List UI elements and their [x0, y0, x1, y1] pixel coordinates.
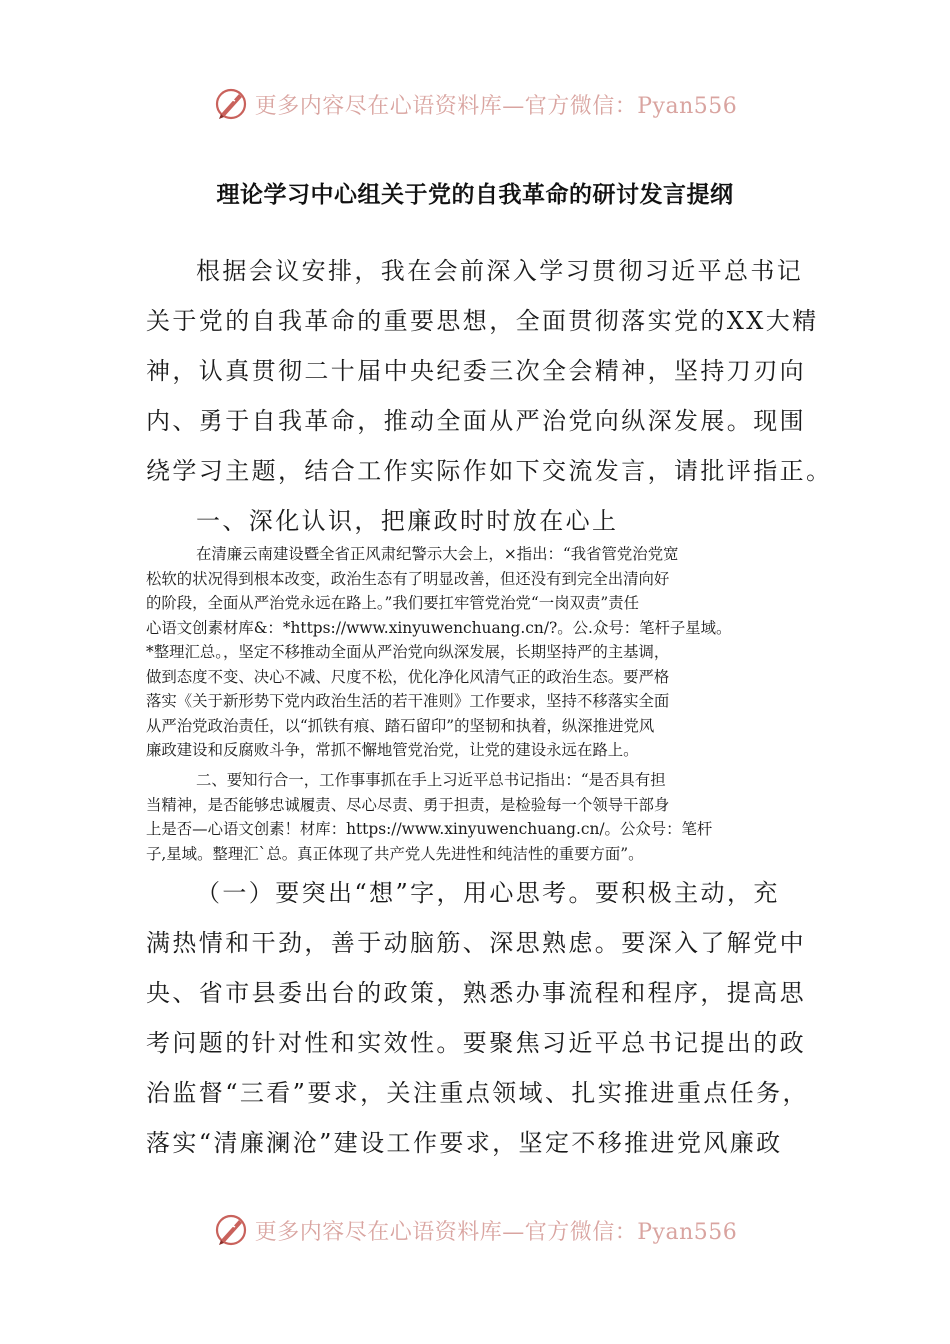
- small-text-block-2: [146, 768, 806, 866]
- pen-logo-icon: [213, 86, 249, 122]
- header-watermark-banner: [0, 82, 950, 126]
- small-line: 松软的状况得到根本改变，政治生态有了明显改善，但还没有到完全出清向好: [146, 569, 670, 588]
- small-line: 子,星域。整理汇`总。真正体现了共产党人先进性和纯洁性的重要方面”。: [146, 844, 644, 863]
- small-line: 的阶段，全面从严治党永远在路上。”我们要扛牢管党治党“一岗双责”责任: [146, 594, 640, 612]
- footer-watermark-banner: [0, 1208, 950, 1252]
- intro-line: 根据会议安排，我在会前深入学习贯彻习近平总书记: [196, 257, 804, 285]
- para2-line: 落实“清廉澜沧”建设工作要求，坚定不移推进党风廉政: [146, 1129, 783, 1157]
- intro-paragraph: [146, 246, 833, 546]
- small-line: *整理汇总。，坚定不移推动全面从严治党向纵深发展，长期坚持严的主基调，: [146, 643, 670, 661]
- small-line: 上是否—心语文创素！材库：https://www.xinyuwenchuang.cn/。公众号：笔杆: [146, 820, 713, 838]
- small-line: 落实《关于新形势下党内政治生活的若干准则》工作要求，坚持不移落实全面: [146, 692, 670, 710]
- intro-line: 神，认真贯彻二十届中央纪委三次全会精神，坚持刀刃向: [146, 357, 806, 385]
- small-line: 二、要知行合一，工作事事抓在手上习近平总书记指出：“是否具有担: [196, 771, 666, 789]
- document-title: 理论学习中心组关于党的自我革命的研讨发言提纲: [216, 182, 734, 208]
- intro-line: 关于党的自我革命的重要思想，全面贯彻落实党的XX大精: [146, 307, 819, 335]
- footer-watermark-text: 更多内容尽在心语资料库—官方微信：Pyan556: [254, 1219, 738, 1245]
- intro-line: 绕学习主题，结合工作实际作如下交流发言，请批评指正。: [146, 457, 833, 485]
- para2-line: 满热情和干劲，善于动脑筋、深思熟虑。要深入了解党中: [146, 929, 806, 957]
- para2-line: （一）要突出“想”字，用心思考。要积极主动，充: [196, 879, 780, 907]
- para2-line: 央、省市县委出台的政策，熟悉办事流程和程序，提高思: [146, 979, 806, 1007]
- paragraph-2: [146, 868, 809, 1168]
- small-line: 当精神，是否能够忠诚履责、尽心尽责、勇于担责，是检验每一个领导干部身: [146, 795, 670, 814]
- para2-line: 考问题的针对性和实效性。要聚焦习近平总书记提出的政: [146, 1029, 806, 1057]
- small-line: 在清廉云南建设暨全省正风肃纪警示大会上，×指出：“我省管党治党宽: [196, 545, 679, 563]
- small-line: 从严治党政治责任，以“抓铁有痕、踏石留印”的坚韧和执着，纵深推进党风: [146, 716, 655, 735]
- header-watermark-text: 更多内容尽在心语资料库—官方微信：Pyan556: [254, 93, 738, 119]
- small-text-block-1: [146, 542, 806, 763]
- intro-line: 内、勇于自我革命，推动全面从严治党向纵深发展。现围: [146, 407, 806, 435]
- para2-line: 治监督“三看”要求，关注重点领域、扎实推进重点任务，: [146, 1079, 809, 1107]
- small-line: 做到态度不变、决心不减、尺度不松，优化净化风清气正的政治生态。要严格: [146, 667, 670, 686]
- small-line: 心语文创素材库&：*https://www.xinyuwenchuang.cn/?。公.众号：笔杆子星域。: [146, 618, 732, 637]
- pen-logo-icon: [213, 1212, 249, 1248]
- section-heading-1: 一、深化认识，把廉政时时放在心上: [196, 507, 619, 535]
- small-line: 廉政建设和反腐败斗争，常抓不懈地管党治党，让党的建设永远在路上。: [146, 741, 639, 759]
